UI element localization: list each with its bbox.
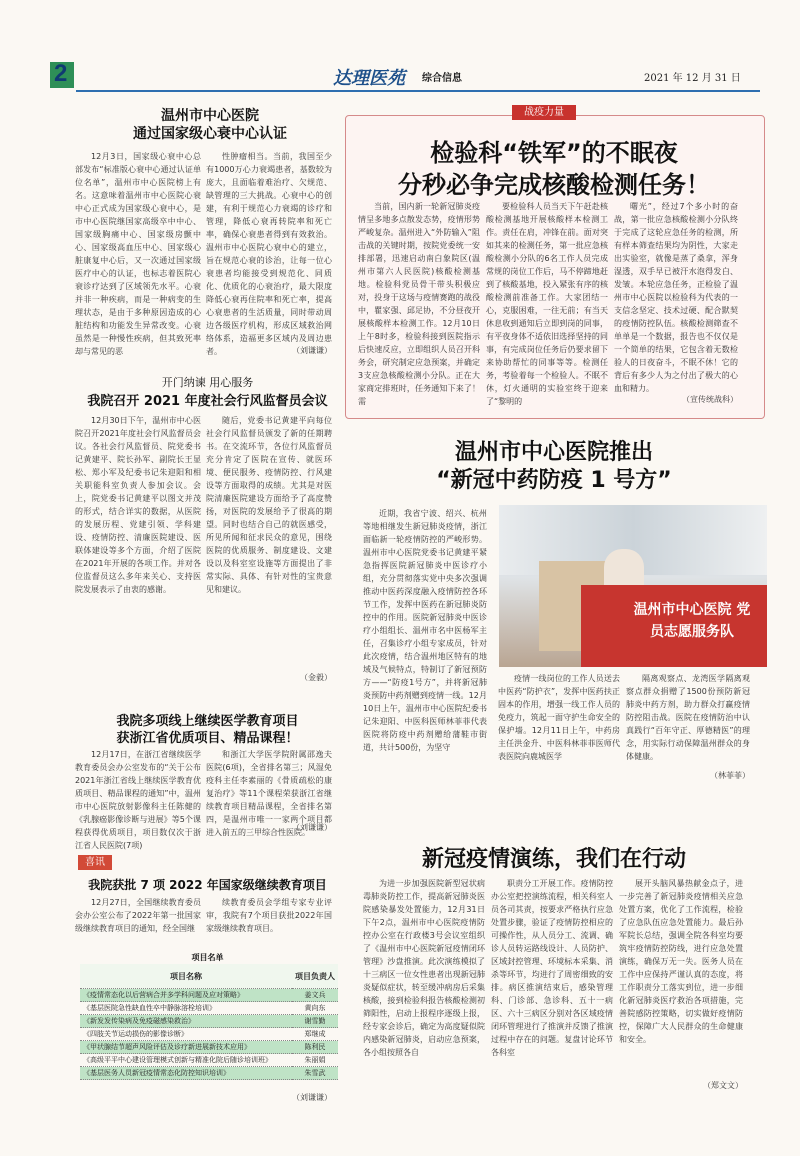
- table-cell: 《新发发传染病及免疫磁感染救治》: [80, 1015, 292, 1028]
- table-row: [80, 1041, 338, 1054]
- article-title: 温州市中心医院: [161, 108, 259, 124]
- section-name: 综合信息: [422, 73, 462, 84]
- section-tag: 喜讯: [78, 855, 112, 870]
- article-body: 性肿瘤相当。当前，我国至少有1000万心力衰竭患者，基数较为庞大，且面临着难治疗、欠规范、缺管理的三大挑战。心衰中心的创建，有利于规范心力衰竭的诊疗和管理，降低心衰再转院率和死亡率，确保心衰患者得到有效救治。温州市中心医院心衰中心的建立，旨在规范心衰的诊治，让每一位心衰患者均能接受到规范化、同质化、优质化的心衰治疗，最大限度降低心衰再住院率和死亡率，提高心衰患者的生活质量，同时带动周边各级医疗机构，形成区域救治网络体系，造福更多区域内及周边患者。: [206, 152, 332, 356]
- table-cell: 《高级平平中心建设管理模式创新与精准化院后随诊培训班》: [80, 1054, 292, 1067]
- header-rule: [76, 90, 760, 92]
- issue-date: 2021 年 12 月 31 日: [644, 73, 741, 84]
- table-row: [80, 1028, 338, 1041]
- table-title: 项目名单: [191, 953, 224, 962]
- article-title: 新冠疫情演练，我们在行动: [421, 847, 686, 872]
- volunteer-photo: [499, 505, 767, 667]
- article-body: 12月17日，在浙江省继续医学教育委员会办公室发布的“关于公布2021年浙江省线上继续医学教育优质项目、精品课程的通知”中，温州市中心医院放射影像科主任陈健的《乳腺癌影像诊断与进展》等5个课程获得优质项目，项目数仅次于浙江省人民医院(7项): [75, 750, 201, 850]
- table-cell: 朱雪武: [292, 1067, 338, 1080]
- table-cell: 朱丽娟: [292, 1054, 338, 1067]
- page-header: [50, 58, 760, 92]
- table-header-cell: 项目名称: [80, 964, 292, 989]
- author-byline: （林菲菲）: [710, 771, 750, 780]
- table-row: [80, 1054, 338, 1067]
- table-cell: 《疫情常态化以后营病合并多学科问题及应对策略》: [80, 989, 292, 1002]
- author-byline: （郑文文）: [703, 1081, 743, 1090]
- article-title: 分秒必争完成核酸检测任务！: [398, 171, 710, 199]
- table-cell: 《基层医院急性缺血性卒中静脉溶栓培训》: [80, 1002, 292, 1015]
- article-kicker: 开门纳谏 用心服务: [161, 376, 254, 389]
- article-body: 曙光”，经过7个多小时的奋战，第一批应急核酸检测小分队终于完成了这轮应急任务的检测，所有样本筛查结果均为阴性，大家走出实验室，就像是蒸了桑拿，浑身湿透，双手早已被汗水泡得发白、发皱。本轮应急任务，正检验了温州市中心医院以检验科为代表的一支信念坚定、技术过硬、配合默契的疫情防控队伍。核酸检测筛查不单单是一个数据，报告也不仅仅是一个简单的结果，它包含着无数检验人的日夜奋斗，不眠不休！它的背后有多少人为之付出了极大的心血和精力。: [614, 202, 738, 393]
- article-body: 展开头脑风暴热献金点子，进一步完善了新冠肺炎疫情相关应急处置方案，优化了工作流程，检验了应急队伍应急处置能力。最后孙军院长总结，强调全院各科室均要筑牢疫情防控防线，进行应急处置演练，确保万无一失。医务人员在工作中应保持严谨认真的态度，将工作职责分工落实到位，进一步细化新冠肺炎医疗救治各项措施，完善院感防控策略，切实做好疫情防控，保障广大人民群众的生命健康和安全。: [619, 879, 743, 1044]
- table-cell: 陈利民: [292, 1041, 338, 1054]
- article-title: 我院召开 2021 年度社会行风监督员会议: [87, 394, 328, 409]
- author-byline: （刘谦谦）: [292, 346, 332, 355]
- article-body: 职责分工开展工作。疫情防控办公室把控演练流程，相关科室人员各司其责，按要求严格执行应急处置步骤，验证了疫情防控相应的可操作性，从人员分工、流调、确诊人员转运路线设计、人员防护、区域封控管理、环境标本采集、消杀等环节，均进行了周密细致的安排。病区推演结束后，感染管理科、门诊部、急诊科、五十一病区、六十三病区分别对各区域疫情闭环管理进行了推演并反馈了推演过程中存在的问题。复盘讨论环节各科室: [491, 879, 613, 1057]
- article-title: 我院多项线上继续医学教育项目: [116, 714, 299, 729]
- article-title: 获浙江省优质项目、精品课程！: [116, 731, 299, 746]
- article-title: “新冠中药防疫 1 号方”: [436, 468, 672, 493]
- table-header-cell: 项目负责人: [292, 964, 338, 989]
- author-byline: （宣传统战科）: [682, 395, 738, 404]
- article-title: 我院获批 7 项 2022 年国家级继续教育项目: [88, 878, 327, 892]
- paper-name: 达理医苑: [333, 68, 405, 89]
- author-byline: （刘谦谦）: [292, 1093, 332, 1102]
- table-header-row: [80, 964, 338, 989]
- author-byline: （金毅）: [300, 673, 332, 682]
- section-tag: 战疫力量: [512, 105, 576, 120]
- table-cell: 黄向东: [292, 1002, 338, 1015]
- article-body: 为进一步加强医院新型冠状病毒肺炎防控工作，提高新冠肺炎医院感染暴发处置能力，12月31日下午2点，温州市中心医院疫情防控办公室在行政楼3号会议室组织了《温州市中心医院新冠疫情闭环管理》沙盘推演。此次演练模拟了十三病区一位女性患者出现新冠肺炎疑似症状，转至缓冲病房后采集核酸，接到检验科报告核酸检测初筛阳性，启动上报程序逐级上报，经专家会诊后，确定为高度疑似院内感染新冠肺炎，启动应急预案，各小组按照各自: [363, 879, 485, 1057]
- table-row: [80, 1067, 338, 1080]
- table-cell: 郑继成: [292, 1028, 338, 1041]
- article-body: 近期，我省宁波、绍兴、杭州等地相继发生新冠肺炎疫情，浙江面临新一轮疫情防控的严峻形势。温州市中心医院党委书记黄建平紧急指挥医院新冠肺炎中医诊疗小组，充分贯彻落实党中央多次强调推动中医药深度融入疫情防控各环节工作，发挥中医药在新冠肺炎防控中的作用。医院新冠肺炎中医诊疗小组组长、温州市名中医杨军主任，召集诊疗小组专家成员，针对此次疫情，结合温州地区特有的地域及气候特点，特制订了新冠预防方——“防疫1号方”，并将新冠肺炎预防中药剂赠到疫情一线。12月10日上午，温州市中心医院纪委书记朱迎阳、中医科医师林菲菲代表医院将防疫中药剂赠给蒲鞋市街道，共计500份，为坚守: [363, 509, 487, 752]
- table-cell: 《基层医务人员新冠疫情常态化防控知识培训》: [80, 1067, 292, 1080]
- article-title: 温州市中心医院推出: [454, 440, 653, 465]
- article-body: 随后，党委书记黄建平向每位社会行风监督员颁发了新的任期聘书。在交流环节，各位行风监督员充分肯定了医院在宣传、就医环境、便民服务、疫情防控、行风建设等方面取得的成绩。尤其是对医院清廉医院建设方面给予了高度赞扬，对医院的发展给予了很高的期望。同时也结合自己的就医感受，所见所闻和征求民众的意见，围绕医院的优质服务、制度建设、文建设以及科室室设施等方面提出了非常实际、具体、有针对性的宝贵意见和建议。: [206, 416, 332, 594]
- table-cell: 谢雪勤: [292, 1015, 338, 1028]
- article-body: 疫情一线岗位的工作人员送去中医药“防护衣”，发挥中医药扶正固本的作用，增强一线工作人员的免疫力，筑起一面守护生命安全的保护墙。12月11日上午，中药房主任洪金升、中医科林菲菲医师代表医院向鹿城医学: [498, 674, 620, 761]
- table-cell: 《四肢关节运动损伤的影像诊断》: [80, 1028, 292, 1041]
- article-title: 通过国家级心衰中心认证: [133, 126, 287, 142]
- table-row: [80, 1002, 338, 1015]
- table-cell: 《甲状腺结节超声风险评估及诊疗新进展新技术应用》: [80, 1041, 292, 1054]
- author-byline: （刘谦谦）: [292, 823, 332, 832]
- article-body: 当前，国内新一轮新冠肺炎疫情呈多地多点散发态势，疫情形势严峻复杂。温州进入“外防输入”阻击战的关键时期，按院党委统一安排部署，迅速启动南白象院区(温州市第六人民医院)核酸检测基地。检验科党员骨干带头积极应对，投身于这场与疫情赛跑的战役中，瞿家强、邱足协，不分昼夜开展核酸样本检测工作。12月10日上午8时多，检验科接到医院指示后快速反应，立即组织人员召开科务会，研究制定应急预案，并确定3支应急核酸检测小分队。正在大家商定排班时，任务通知下来了！需: [358, 202, 480, 406]
- article-body: 12月30日下午，温州市中心医院召开2021年度社会行风监督员会议。各社会行风监督员、院党委书记黄建平、院长孙军、副院长王显松、郑小军及纪委书记朱迎阳和相关职能科室负责人参加会议。会上，院党委书记黄建平以图文并茂的形式，结合详实的数据，从医院的发展历程、党建引领、学科建设、疫情防控、清廉医院建设、医联体建设等多个方面，介绍了医院在2021年开展的各项工作。并对各位监督员这么多年来关心、支持医院发展表示了由衷的感谢。: [75, 416, 201, 594]
- page-number: 2: [54, 60, 68, 87]
- article-body: 12月27日，全国继续教育委员会办公室公布了2022年第一批国家级继续教育项目的通知，经全国继: [75, 898, 201, 933]
- article-body: 和浙江大学医学院附属邵逸夫医院(6项)，全省排名第三；风湿免疫科主任李素丽的《骨质疏松的康复治疗》等11个课程荣获浙江省继续教育项目精品课程，全省排名第四，是温州市唯一一家两个项目都进入前五的三甲综合性医院。: [206, 750, 332, 837]
- table-cell: 姜文兵: [292, 989, 338, 1002]
- article-body: 续教育委员会学组专家专业评审，我院有7个项目获批2022年国家级继续教育项目。: [206, 898, 332, 933]
- table-row: [80, 1015, 338, 1028]
- article-body: 12月3日，国家级心衰中心总部发布“标准版心衰中心通过认证单位名单”，温州市中心医院榜上有名。这意味着温州市中心医院心衰中心正式成为国家级心衰中心，是市中心医院继国家高级卒中中心、国家级胸痛中心、国家级房颤中心、国家级高血压中心、国家级心脏康复中心后，又一次通过国家级医疗中心的认证，也标志着医院心衰诊疗达到了区域领先水平。心衰并非一种疾病，而是一种病变的生理状态，是由于多种原因造成的心脏结构和功能发生异常改变。心衰虽然是一种慢性疾病，但其致死率却与常见的恶: [75, 152, 201, 356]
- photo-banner-text: 温州市中心医院 党员志愿服务队: [633, 602, 751, 640]
- table-row: [80, 989, 338, 1002]
- article-title: 检验科“铁军”的不眠夜: [430, 139, 678, 167]
- article-body: 要检验科人员当天下午赶赴核酸检测基地开展核酸样本检测工作。责任在肩，冲锋在前。面对突如其来的检测任务，第一批应急核酸检测小分队的6名工作人员完成常规的岗位工作后，马不停蹄地赶到了核酸基地，投入紧张有序的核酸检测前准备工作。大家团结一心，克服困难，一往无前；有当天休息收到通知后立即到岗的同事，有平夜身体不适依旧选择坚持的同事，有完成岗位任务后仍要求留下来协助帮忙的同事等等。检测任务，考验着每一个检验人。不眠不休，灯火通明的实验室终于迎来了“黎明的: [486, 202, 608, 406]
- project-table: [80, 964, 338, 1080]
- article-body: 隔离观察点、龙湾医学隔离观察点群众捐赠了1500份预防新冠肺炎中药方剂，助力群众打赢疫情防控阻击战。医院在疫情防治中认真践行“百年守正、厚德精医”的理念，用实际行动保障温州群众的身体健康。: [626, 674, 750, 761]
